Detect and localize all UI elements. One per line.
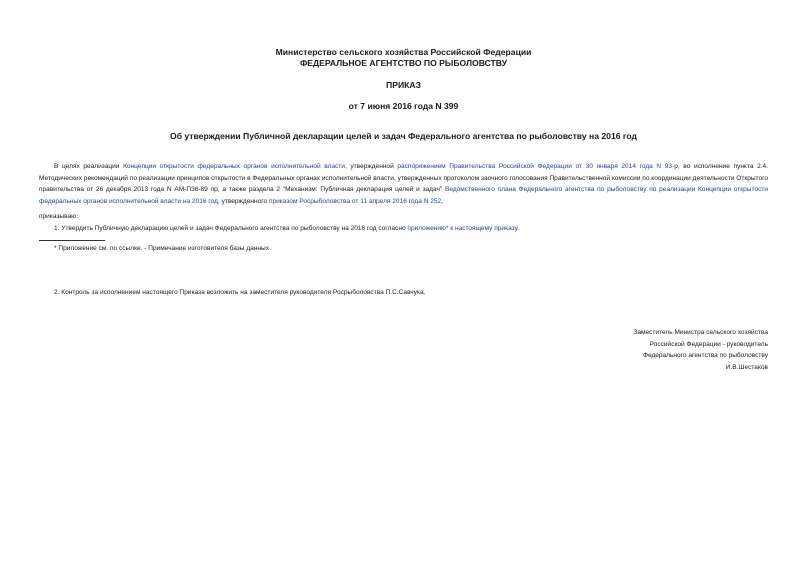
order-word: приказываю: — [39, 213, 78, 220]
ministry-name: Министерство сельского хозяйства Российской Федерации — [275, 47, 532, 57]
preamble-text: , утвержденного — [217, 197, 269, 205]
link-departmental-plan[interactable]: Ведомственного плана Федерального агентства по рыболовству по реализации — [444, 186, 696, 193]
preamble-text: , во исполнение пункта 2.4. Методических рекомендаций по реализации принципов открытости в Федеральных органах исполнительной власти, утвержденных протоколом заочного голосования Правительственной комиссии по координации деятельности Открытого правительства от 26 декабря 2013 года N АМ-П36-89 пр, а также раздела 2 "Механизм: Публичная декларация целей и задач" — [39, 163, 768, 193]
signature-name: И.В.Шестаков — [725, 363, 768, 371]
agency-name: ФЕДЕРАЛЬНОЕ АГЕНТСТВО ПО РЫБОЛОВСТВУ — [299, 58, 508, 68]
footnote: * Приложение см. по ссылке. - Примечание изготовителя базы данных. — [54, 245, 271, 252]
link-openness-concept[interactable]: Концепции открытости федеральных органов исполнительной власти — [123, 163, 345, 170]
signature-block — [508, 327, 768, 373]
item-1-text: 1. Утвердить Публичную декларацию целей и задач Федерального агентства по рыболовству на 2016 год согласно — [54, 225, 408, 232]
document-type: ПРИКАЗ — [386, 80, 421, 90]
order-item-2: 2. Контроль за исполнением настоящего Приказа возложить на заместителя руководителя Росрыболовства П.С.Савчука. — [54, 289, 426, 296]
document-date-number: от 7 июня 2016 года N 399 — [348, 101, 459, 111]
preamble-text: В целях реализации — [54, 163, 124, 170]
link-government-order[interactable]: распоряжением Правительства Российской Федерации от 30 января 2014 года N 93-р — [397, 163, 678, 170]
item-1-end: . — [517, 225, 520, 232]
footnote-divider — [39, 240, 105, 241]
order-item-1 — [54, 223, 519, 235]
preamble-text: , утвержденной — [344, 163, 398, 170]
link-openness-concept-2016[interactable]: Концепции открытости федеральных органов исполнительной власти на 2016 год — [39, 186, 768, 205]
preamble-paragraph — [39, 161, 768, 207]
signature-line-1: Заместитель Министра сельского хозяйства — [633, 329, 768, 336]
link-rosrybolovstvo-order[interactable]: приказом Росрыболовства от 11 апреля 2016 года N 252 — [268, 197, 442, 205]
link-appendix[interactable]: приложению* к настоящему приказу — [407, 225, 518, 232]
signature-line-3: Федерального агентства по рыболовству — [642, 352, 768, 359]
preamble-text: , — [441, 197, 443, 205]
signature-line-2: Российской Федерации - руководитель — [649, 340, 768, 348]
document-title: Об утверждении Публичной декларации целей и задач Федерального агентства по рыболовству на 2016 год — [170, 131, 637, 141]
